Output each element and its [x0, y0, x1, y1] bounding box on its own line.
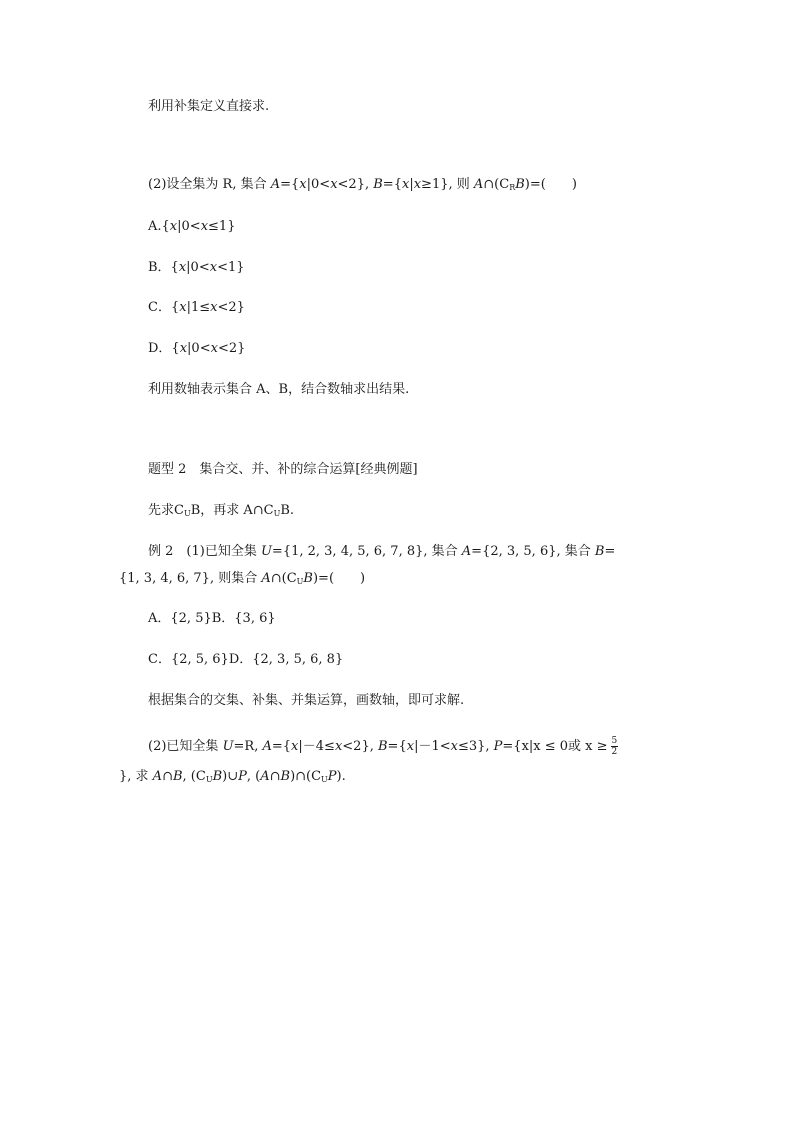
- option-var: x: [200, 219, 209, 234]
- example-2-line1: [148, 543, 615, 561]
- q3-s8: ={x|x ≤ 0或 x ≥: [502, 739, 608, 754]
- q2-lead: (2)设全集为 R, 集合: [148, 177, 271, 192]
- question-3-line2: [119, 768, 346, 789]
- q3-s3: |－4≤: [298, 739, 335, 754]
- q2-set-a: A: [270, 177, 281, 192]
- option-prefix: C．{: [148, 300, 180, 315]
- q3-line2c: , (C: [182, 769, 206, 784]
- option-var: x: [210, 341, 218, 356]
- q3-s6: |－1<: [414, 739, 451, 754]
- q3-s7: ≤3},: [457, 739, 494, 754]
- hint-number-line-text: 利用数轴表示集合 A、B，结合数轴求出结果.: [148, 382, 410, 397]
- hint3-c: B.: [280, 503, 295, 518]
- option-mid: |1≤: [186, 300, 211, 315]
- q3-s5: ={: [387, 739, 407, 754]
- q2-tail: )=( ): [524, 177, 577, 192]
- option-prefix: B．{: [148, 260, 179, 275]
- hint-number-line: [148, 381, 409, 399]
- q3-s4: <2},: [342, 739, 378, 754]
- option-mid: |0<: [187, 341, 211, 356]
- q3-var: x: [334, 739, 343, 754]
- ex2-seg1: ={1, 2, 3, 4, 5, 6, 7, 8}, 集合: [271, 544, 462, 559]
- q2-end2: ≥1}, 则: [421, 177, 474, 192]
- q2-sub-r: R: [509, 183, 516, 192]
- ex2-options-ab-text: A．{2, 5}B．{3, 6}: [148, 611, 276, 626]
- q3-line2d: )∪: [222, 769, 239, 784]
- question-3-line1: [148, 736, 618, 757]
- q2-option-d: [148, 340, 245, 358]
- hint-order: [148, 502, 294, 523]
- q2-option-b: [148, 259, 245, 277]
- option-end: ≤1}: [208, 219, 236, 234]
- option-end: <2}: [217, 341, 246, 356]
- option-var: x: [179, 300, 187, 315]
- q3-var: x: [450, 739, 458, 754]
- option-var: x: [210, 300, 218, 315]
- ex2-sub-u: U: [296, 577, 304, 586]
- hint-complement-text: 利用补集定义直接求.: [148, 99, 270, 114]
- fraction-five-halves: [611, 736, 619, 757]
- q3-set-a: A: [262, 739, 272, 754]
- q2-var: x: [330, 177, 338, 192]
- option-mid: |0<: [186, 260, 210, 275]
- q3-line2b: ∩: [162, 769, 173, 784]
- q2-mid1: |0<: [306, 177, 331, 192]
- question-2-stem: [148, 176, 577, 197]
- ex2-set-b: B: [594, 544, 605, 559]
- hint3-sub-u: U: [183, 509, 191, 518]
- q2-var: x: [401, 177, 410, 192]
- section-title: [148, 461, 418, 479]
- ex2-set-a-ref: A: [261, 571, 271, 586]
- q2-option-c: [148, 299, 245, 317]
- q2-end1: <2},: [337, 177, 374, 192]
- q3-line2g: )∩(C: [290, 769, 322, 784]
- q2-option-a: [148, 218, 235, 236]
- option-prefix: D．{: [148, 341, 180, 356]
- q3-sub-u: U: [321, 775, 328, 784]
- q3-set-p: P: [493, 739, 503, 754]
- ex2-set-a: A: [461, 544, 472, 559]
- hint3-sub-u: U: [273, 509, 281, 518]
- q2-set-b: B: [373, 177, 383, 192]
- ex2-options-cd-text: C．{2, 5, 6}D．{2, 3, 5, 6, 8}: [148, 652, 344, 667]
- ex2-universe: U: [260, 544, 272, 559]
- ex2-line2b: ∩(C: [270, 571, 297, 586]
- ex2-lead: 例 2 (1)已知全集: [148, 544, 261, 559]
- option-end: <1}: [217, 260, 245, 275]
- q3-s1: =R,: [233, 739, 263, 754]
- q3-var: x: [406, 739, 415, 754]
- q2-var: x: [299, 177, 307, 192]
- section-title-text: 题型 2 集合交、并、补的综合运算[经典例题]: [148, 462, 418, 477]
- q3-set-b-ref: B: [172, 769, 183, 784]
- q3-universe: U: [222, 739, 234, 754]
- ex2-options-cd: [148, 651, 343, 669]
- option-var: x: [179, 341, 188, 356]
- ex2-set-b-ref: B: [303, 571, 313, 586]
- q3-set-p-ref: P: [327, 769, 337, 784]
- q2-cap: ∩(C: [483, 177, 510, 192]
- ex2-seg2: ={2, 3, 5, 6}, 集合: [471, 544, 595, 559]
- q2-bar: |: [409, 177, 414, 192]
- option-mid: |0<: [177, 219, 201, 234]
- hint-complement: [148, 98, 269, 116]
- q2-var: x: [413, 177, 422, 192]
- q3-line2f: ∩: [269, 769, 281, 784]
- q3-line2h: ).: [336, 769, 346, 784]
- q2-eq-b: ={: [382, 177, 402, 192]
- q3-sub-u: U: [205, 775, 213, 784]
- option-prefix: A.{: [148, 219, 170, 234]
- option-var: x: [178, 260, 187, 275]
- q3-set-b-ref: B: [280, 769, 291, 784]
- q3-set-b: B: [377, 739, 388, 754]
- q3-set-a-ref: A: [260, 769, 270, 784]
- ex2-options-ab: [148, 610, 276, 628]
- ex2-line2c: )=( ): [312, 571, 366, 586]
- q3-line2a: }, 求: [119, 769, 153, 784]
- hint3-b: B，再求 A∩C: [190, 503, 274, 518]
- fraction-denominator: 2: [611, 747, 618, 757]
- q2-set-a-ref: A: [473, 177, 484, 192]
- hint-operations: [148, 692, 464, 710]
- fraction-numerator: 5: [611, 736, 618, 746]
- q3-line2e: , (: [246, 769, 261, 784]
- q3-var: x: [291, 739, 299, 754]
- q2-set-b-ref: B: [515, 177, 525, 192]
- q3-set-b-ref: B: [212, 769, 223, 784]
- option-end: <2}: [217, 300, 245, 315]
- q3-set-a-ref: A: [152, 769, 163, 784]
- example-2-line2: [119, 570, 365, 591]
- q3-lead: (2)已知全集: [148, 739, 223, 754]
- ex2-line2a: {1, 3, 4, 6, 7}, 则集合: [119, 571, 262, 586]
- ex2-seg3: =: [604, 544, 616, 559]
- option-var: x: [169, 219, 178, 234]
- hint-operations-text: 根据集合的交集、补集、并集运算，画数轴，即可求解.: [148, 693, 465, 708]
- option-var: x: [209, 260, 218, 275]
- q3-set-p-ref: P: [238, 769, 247, 784]
- hint3-a: 先求C: [148, 503, 184, 518]
- q2-eq-a: ={: [280, 177, 300, 192]
- q3-s2: ={: [271, 739, 292, 754]
